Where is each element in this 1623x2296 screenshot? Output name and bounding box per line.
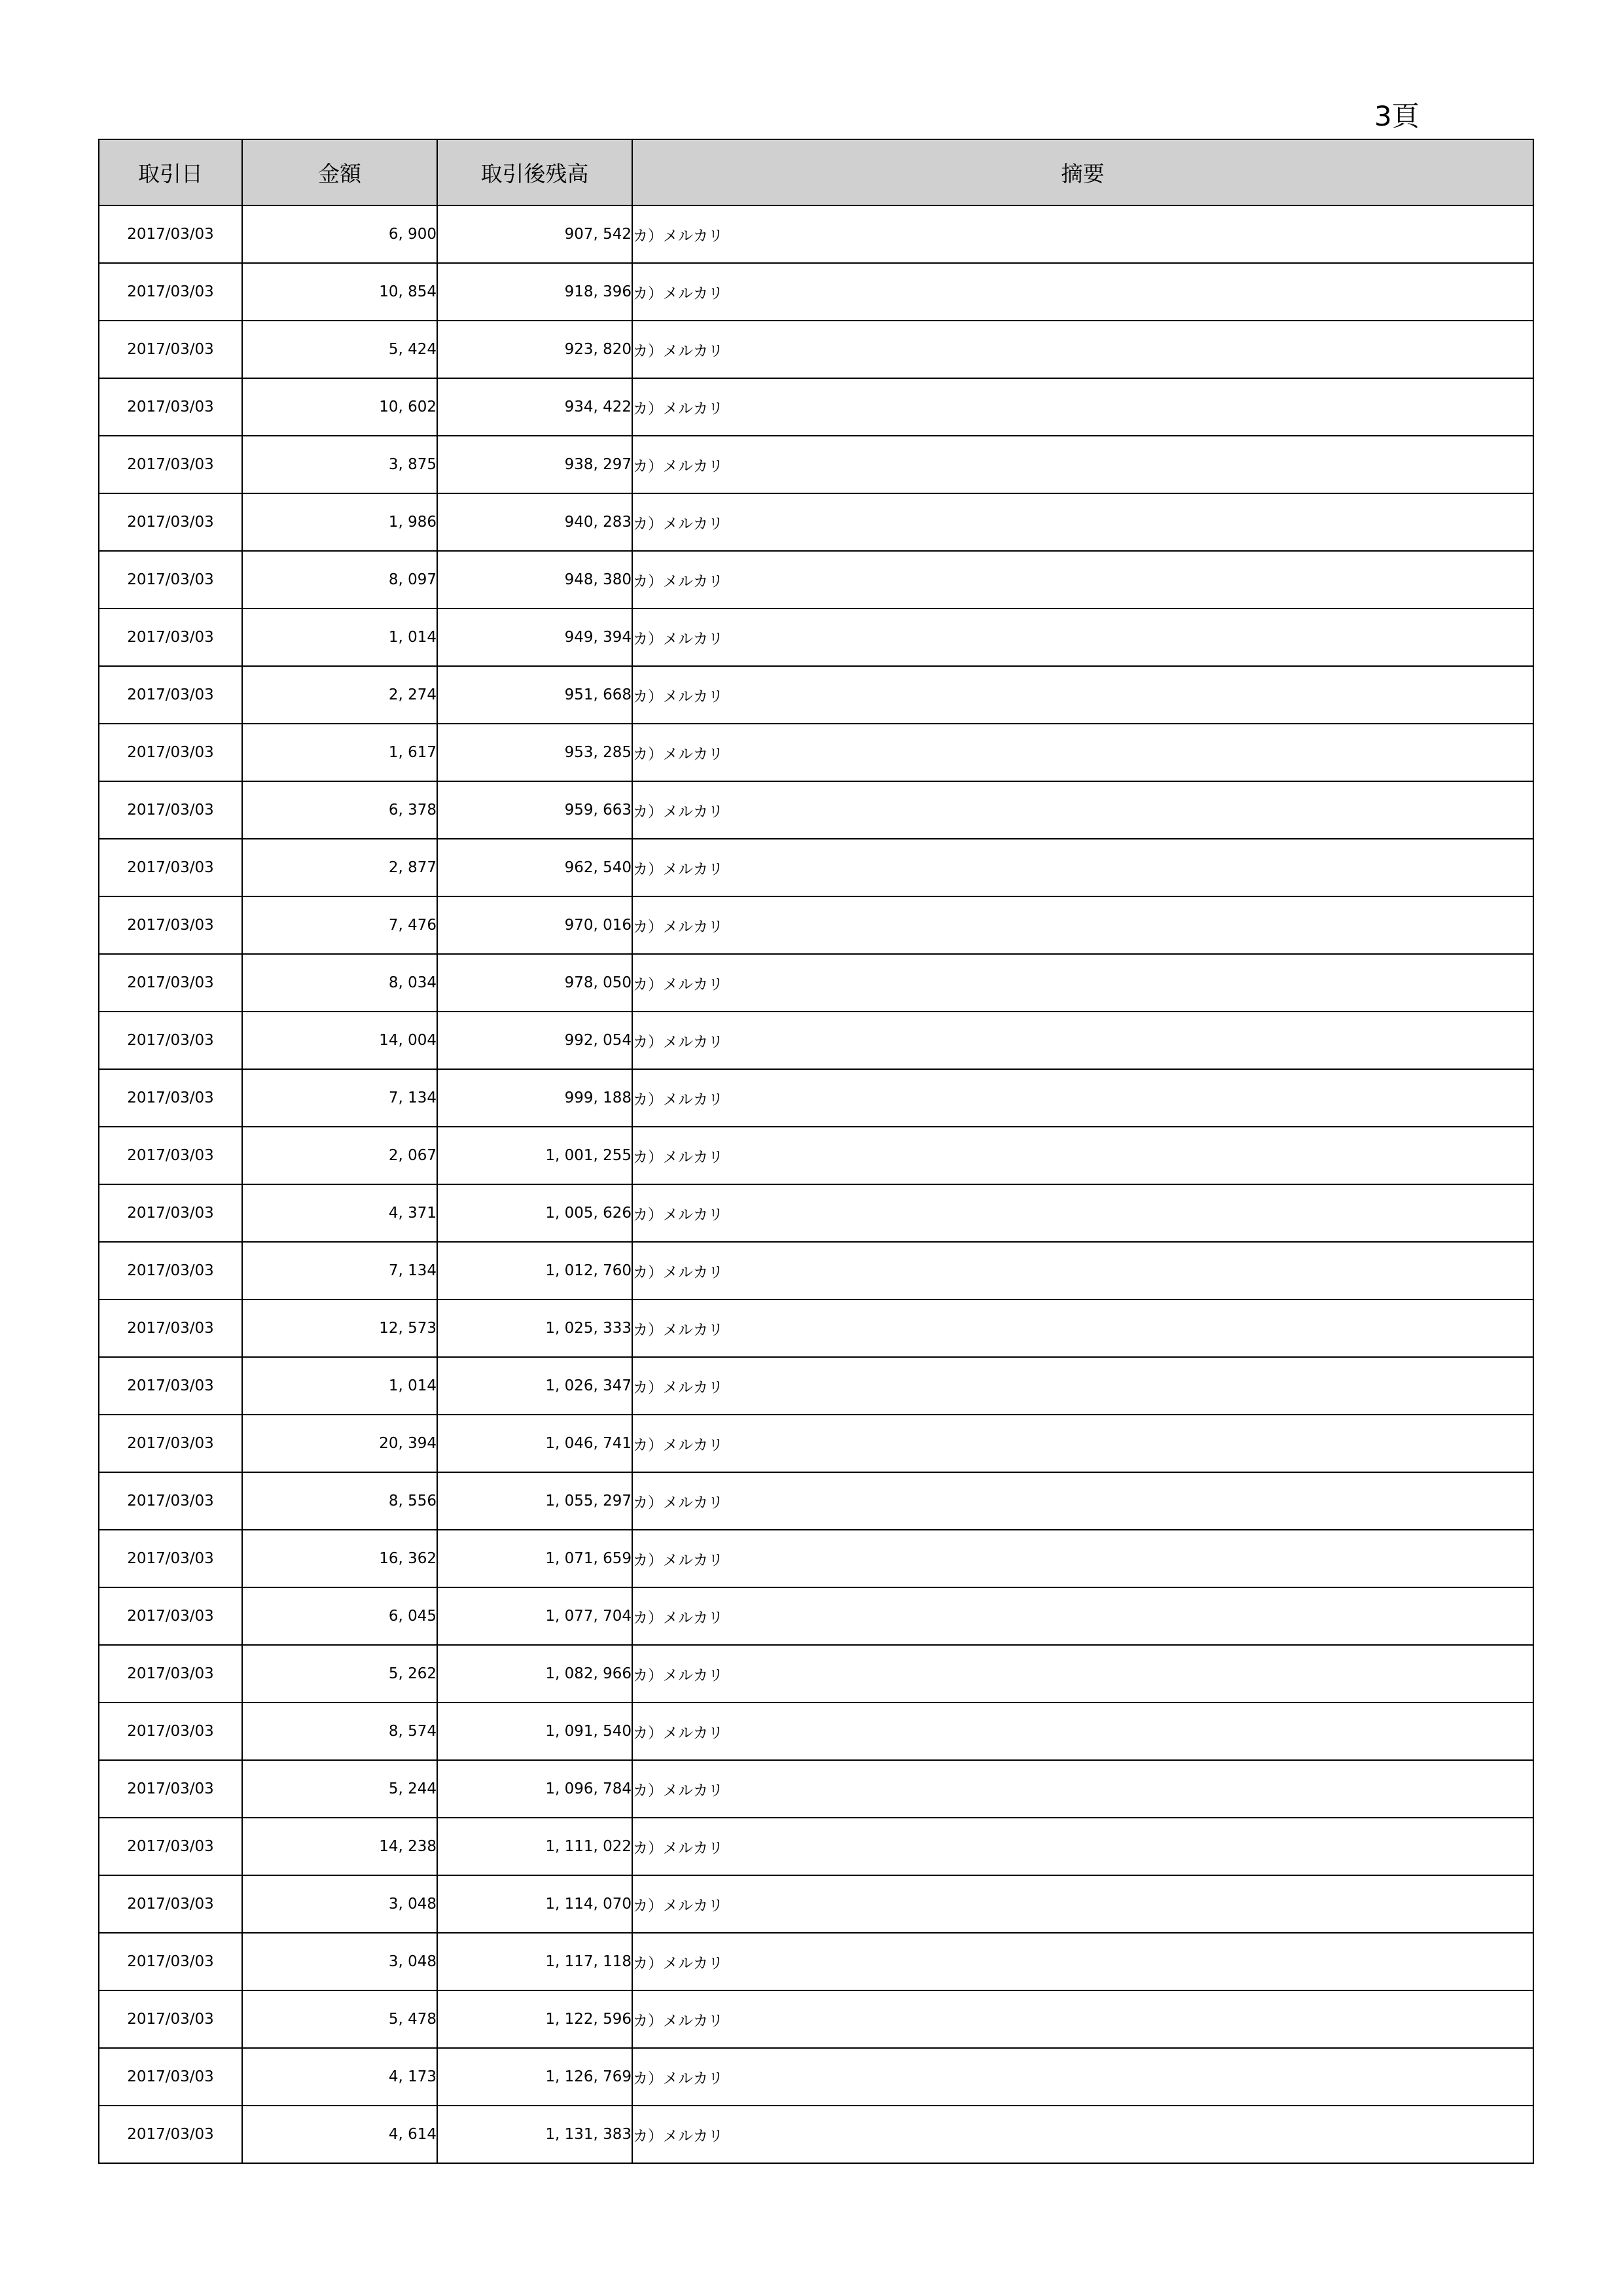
cell-amount: 8, 097 bbox=[242, 551, 437, 609]
cell-date: 2017/03/03 bbox=[99, 609, 242, 666]
table-body bbox=[99, 205, 1533, 2163]
table-row bbox=[99, 1587, 1533, 1645]
header-amount: 金額 bbox=[242, 139, 437, 205]
table-row bbox=[99, 205, 1533, 263]
cell-date: 2017/03/03 bbox=[99, 493, 242, 551]
cell-balance: 1, 111, 022 bbox=[437, 1818, 632, 1875]
cell-date: 2017/03/03 bbox=[99, 321, 242, 378]
cell-memo: カ）メルカリ bbox=[632, 321, 1533, 378]
table-row bbox=[99, 1875, 1533, 1933]
cell-date: 2017/03/03 bbox=[99, 436, 242, 493]
cell-date: 2017/03/03 bbox=[99, 724, 242, 781]
cell-memo: カ）メルカリ bbox=[632, 1472, 1533, 1530]
cell-amount: 5, 244 bbox=[242, 1760, 437, 1818]
cell-balance: 962, 540 bbox=[437, 839, 632, 896]
cell-date: 2017/03/03 bbox=[99, 896, 242, 954]
cell-memo: カ）メルカリ bbox=[632, 666, 1533, 724]
table-row bbox=[99, 896, 1533, 954]
table-row bbox=[99, 378, 1533, 436]
cell-memo: カ）メルカリ bbox=[632, 1069, 1533, 1127]
cell-amount: 2, 274 bbox=[242, 666, 437, 724]
table-row bbox=[99, 1415, 1533, 1472]
cell-amount: 16, 362 bbox=[242, 1530, 437, 1587]
cell-balance: 940, 283 bbox=[437, 493, 632, 551]
cell-balance: 938, 297 bbox=[437, 436, 632, 493]
cell-amount: 5, 478 bbox=[242, 1990, 437, 2048]
page-number: 3頁 bbox=[1374, 100, 1419, 132]
cell-balance: 1, 077, 704 bbox=[437, 1587, 632, 1645]
cell-memo: カ）メルカリ bbox=[632, 2106, 1533, 2163]
table-row bbox=[99, 609, 1533, 666]
cell-balance: 1, 114, 070 bbox=[437, 1875, 632, 1933]
cell-balance: 934, 422 bbox=[437, 378, 632, 436]
cell-memo: カ）メルカリ bbox=[632, 1645, 1533, 1703]
cell-memo: カ）メルカリ bbox=[632, 896, 1533, 954]
header-row bbox=[99, 139, 1533, 205]
table-row bbox=[99, 436, 1533, 493]
cell-balance: 951, 668 bbox=[437, 666, 632, 724]
cell-memo: カ）メルカリ bbox=[632, 1990, 1533, 2048]
cell-date: 2017/03/03 bbox=[99, 1875, 242, 1933]
transaction-table bbox=[98, 139, 1534, 2164]
cell-memo: カ）メルカリ bbox=[632, 378, 1533, 436]
cell-balance: 923, 820 bbox=[437, 321, 632, 378]
cell-amount: 4, 173 bbox=[242, 2048, 437, 2106]
cell-date: 2017/03/03 bbox=[99, 1184, 242, 1242]
cell-memo: カ）メルカリ bbox=[632, 436, 1533, 493]
table-row bbox=[99, 1933, 1533, 1990]
cell-amount: 1, 617 bbox=[242, 724, 437, 781]
cell-date: 2017/03/03 bbox=[99, 1818, 242, 1875]
cell-memo: カ）メルカリ bbox=[632, 609, 1533, 666]
table-row bbox=[99, 263, 1533, 321]
cell-balance: 953, 285 bbox=[437, 724, 632, 781]
table-row bbox=[99, 1818, 1533, 1875]
cell-memo: カ）メルカリ bbox=[632, 954, 1533, 1012]
cell-date: 2017/03/03 bbox=[99, 1357, 242, 1415]
cell-date: 2017/03/03 bbox=[99, 1415, 242, 1472]
cell-balance: 1, 131, 383 bbox=[437, 2106, 632, 2163]
cell-balance: 1, 012, 760 bbox=[437, 1242, 632, 1299]
cell-date: 2017/03/03 bbox=[99, 1703, 242, 1760]
table-row bbox=[99, 551, 1533, 609]
cell-balance: 948, 380 bbox=[437, 551, 632, 609]
cell-memo: カ）メルカリ bbox=[632, 205, 1533, 263]
cell-amount: 7, 134 bbox=[242, 1242, 437, 1299]
header-date: 取引日 bbox=[99, 139, 242, 205]
cell-memo: カ）メルカリ bbox=[632, 1703, 1533, 1760]
cell-memo: カ）メルカリ bbox=[632, 1357, 1533, 1415]
cell-memo: カ）メルカリ bbox=[632, 781, 1533, 839]
header-balance: 取引後残高 bbox=[437, 139, 632, 205]
table-row bbox=[99, 1299, 1533, 1357]
cell-amount: 10, 602 bbox=[242, 378, 437, 436]
cell-memo: カ）メルカリ bbox=[632, 263, 1533, 321]
cell-memo: カ）メルカリ bbox=[632, 1760, 1533, 1818]
cell-balance: 992, 054 bbox=[437, 1012, 632, 1069]
cell-date: 2017/03/03 bbox=[99, 1645, 242, 1703]
table-row bbox=[99, 1990, 1533, 2048]
cell-amount: 2, 877 bbox=[242, 839, 437, 896]
cell-amount: 6, 378 bbox=[242, 781, 437, 839]
cell-date: 2017/03/03 bbox=[99, 2048, 242, 2106]
cell-date: 2017/03/03 bbox=[99, 1530, 242, 1587]
cell-date: 2017/03/03 bbox=[99, 551, 242, 609]
cell-memo: カ）メルカリ bbox=[632, 1587, 1533, 1645]
cell-balance: 1, 117, 118 bbox=[437, 1933, 632, 1990]
cell-date: 2017/03/03 bbox=[99, 1760, 242, 1818]
table-row bbox=[99, 1530, 1533, 1587]
cell-memo: カ）メルカリ bbox=[632, 1933, 1533, 1990]
cell-balance: 918, 396 bbox=[437, 263, 632, 321]
cell-balance: 1, 025, 333 bbox=[437, 1299, 632, 1357]
cell-memo: カ）メルカリ bbox=[632, 1818, 1533, 1875]
cell-amount: 3, 048 bbox=[242, 1933, 437, 1990]
cell-balance: 949, 394 bbox=[437, 609, 632, 666]
table-header bbox=[99, 139, 1533, 205]
cell-date: 2017/03/03 bbox=[99, 205, 242, 263]
cell-date: 2017/03/03 bbox=[99, 666, 242, 724]
cell-balance: 1, 001, 255 bbox=[437, 1127, 632, 1184]
cell-amount: 4, 371 bbox=[242, 1184, 437, 1242]
cell-amount: 3, 875 bbox=[242, 436, 437, 493]
cell-memo: カ）メルカリ bbox=[632, 2048, 1533, 2106]
cell-date: 2017/03/03 bbox=[99, 1012, 242, 1069]
cell-memo: カ）メルカリ bbox=[632, 839, 1533, 896]
cell-amount: 5, 424 bbox=[242, 321, 437, 378]
cell-amount: 1, 986 bbox=[242, 493, 437, 551]
cell-date: 2017/03/03 bbox=[99, 263, 242, 321]
table-row bbox=[99, 1760, 1533, 1818]
cell-balance: 999, 188 bbox=[437, 1069, 632, 1127]
table-row bbox=[99, 1357, 1533, 1415]
table-row bbox=[99, 1703, 1533, 1760]
cell-balance: 1, 122, 596 bbox=[437, 1990, 632, 2048]
cell-balance: 970, 016 bbox=[437, 896, 632, 954]
table-row bbox=[99, 1242, 1533, 1299]
table-row bbox=[99, 781, 1533, 839]
cell-amount: 14, 004 bbox=[242, 1012, 437, 1069]
table-row bbox=[99, 724, 1533, 781]
cell-amount: 6, 045 bbox=[242, 1587, 437, 1645]
cell-balance: 959, 663 bbox=[437, 781, 632, 839]
cell-balance: 1, 005, 626 bbox=[437, 1184, 632, 1242]
cell-amount: 2, 067 bbox=[242, 1127, 437, 1184]
cell-date: 2017/03/03 bbox=[99, 954, 242, 1012]
cell-memo: カ）メルカリ bbox=[632, 724, 1533, 781]
table-row bbox=[99, 1184, 1533, 1242]
cell-balance: 1, 046, 741 bbox=[437, 1415, 632, 1472]
cell-amount: 4, 614 bbox=[242, 2106, 437, 2163]
table-row bbox=[99, 954, 1533, 1012]
cell-date: 2017/03/03 bbox=[99, 1587, 242, 1645]
cell-amount: 5, 262 bbox=[242, 1645, 437, 1703]
cell-date: 2017/03/03 bbox=[99, 1069, 242, 1127]
cell-amount: 8, 574 bbox=[242, 1703, 437, 1760]
table-row bbox=[99, 2048, 1533, 2106]
cell-amount: 8, 034 bbox=[242, 954, 437, 1012]
table-row bbox=[99, 1012, 1533, 1069]
cell-amount: 14, 238 bbox=[242, 1818, 437, 1875]
cell-memo: カ）メルカリ bbox=[632, 1012, 1533, 1069]
cell-amount: 3, 048 bbox=[242, 1875, 437, 1933]
table-row bbox=[99, 1472, 1533, 1530]
cell-date: 2017/03/03 bbox=[99, 1990, 242, 2048]
cell-date: 2017/03/03 bbox=[99, 1299, 242, 1357]
cell-date: 2017/03/03 bbox=[99, 2106, 242, 2163]
cell-amount: 7, 134 bbox=[242, 1069, 437, 1127]
cell-memo: カ）メルカリ bbox=[632, 1242, 1533, 1299]
cell-balance: 1, 026, 347 bbox=[437, 1357, 632, 1415]
cell-amount: 10, 854 bbox=[242, 263, 437, 321]
table-row bbox=[99, 493, 1533, 551]
table-row bbox=[99, 839, 1533, 896]
cell-amount: 7, 476 bbox=[242, 896, 437, 954]
cell-balance: 1, 091, 540 bbox=[437, 1703, 632, 1760]
cell-balance: 1, 071, 659 bbox=[437, 1530, 632, 1587]
cell-memo: カ）メルカリ bbox=[632, 1184, 1533, 1242]
cell-date: 2017/03/03 bbox=[99, 1472, 242, 1530]
cell-amount: 6, 900 bbox=[242, 205, 437, 263]
table-row bbox=[99, 321, 1533, 378]
cell-amount: 12, 573 bbox=[242, 1299, 437, 1357]
cell-balance: 1, 082, 966 bbox=[437, 1645, 632, 1703]
cell-amount: 1, 014 bbox=[242, 609, 437, 666]
cell-balance: 978, 050 bbox=[437, 954, 632, 1012]
table-row bbox=[99, 1069, 1533, 1127]
cell-date: 2017/03/03 bbox=[99, 1933, 242, 1990]
cell-amount: 1, 014 bbox=[242, 1357, 437, 1415]
cell-balance: 1, 055, 297 bbox=[437, 1472, 632, 1530]
table-row bbox=[99, 2106, 1533, 2163]
cell-memo: カ）メルカリ bbox=[632, 1127, 1533, 1184]
cell-date: 2017/03/03 bbox=[99, 1127, 242, 1184]
cell-date: 2017/03/03 bbox=[99, 378, 242, 436]
cell-memo: カ）メルカリ bbox=[632, 551, 1533, 609]
cell-memo: カ）メルカリ bbox=[632, 1299, 1533, 1357]
table-row bbox=[99, 666, 1533, 724]
cell-memo: カ）メルカリ bbox=[632, 1875, 1533, 1933]
cell-amount: 8, 556 bbox=[242, 1472, 437, 1530]
cell-date: 2017/03/03 bbox=[99, 1242, 242, 1299]
header-memo: 摘要 bbox=[632, 139, 1533, 205]
cell-memo: カ）メルカリ bbox=[632, 493, 1533, 551]
cell-balance: 1, 126, 769 bbox=[437, 2048, 632, 2106]
cell-date: 2017/03/03 bbox=[99, 781, 242, 839]
table-row bbox=[99, 1645, 1533, 1703]
cell-date: 2017/03/03 bbox=[99, 839, 242, 896]
cell-balance: 907, 542 bbox=[437, 205, 632, 263]
cell-memo: カ）メルカリ bbox=[632, 1415, 1533, 1472]
cell-balance: 1, 096, 784 bbox=[437, 1760, 632, 1818]
cell-amount: 20, 394 bbox=[242, 1415, 437, 1472]
table-row bbox=[99, 1127, 1533, 1184]
cell-memo: カ）メルカリ bbox=[632, 1530, 1533, 1587]
